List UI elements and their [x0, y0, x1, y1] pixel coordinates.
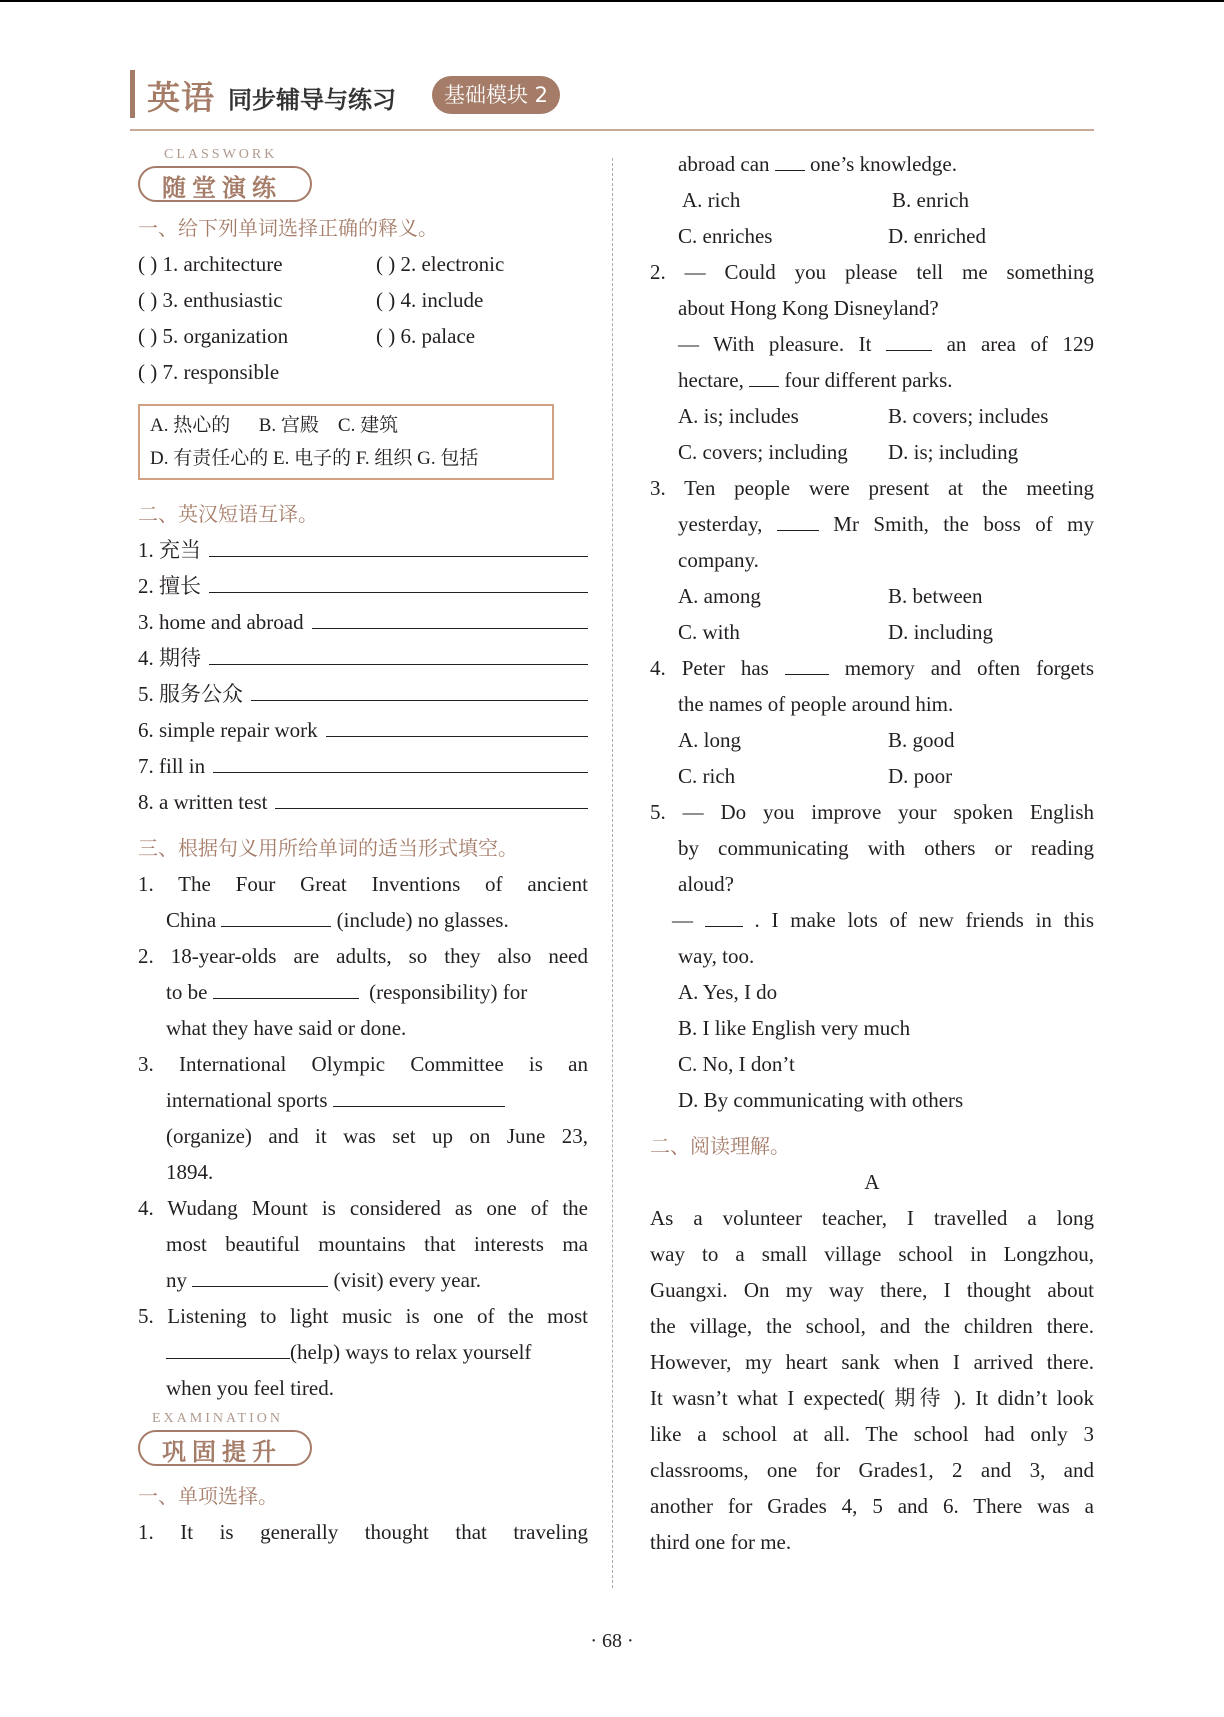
fill-text: (help) ways to relax yourself — [290, 1340, 532, 1364]
choice-text: 4. Peter has — [650, 656, 769, 680]
answer-blank[interactable] — [312, 608, 588, 629]
header-accent-bar — [130, 70, 135, 118]
fill-q4-line — [138, 1262, 588, 1298]
phrase-text: 2. 擅长 — [138, 574, 201, 598]
section-heading-fill: 三、根据句义用所给单词的适当形式填空。 — [138, 836, 518, 860]
fill-q5-line: when you feel tired. — [166, 1376, 334, 1400]
classwork-badge-en: CLASSWORK — [164, 147, 278, 162]
choice-text: an area of 129 — [946, 332, 1095, 356]
choice-options — [650, 578, 1094, 614]
passage-line: way to a small village school in Longzhou, — [650, 1242, 1094, 1266]
phrase-text: 6. simple repair work — [138, 718, 318, 742]
answer-blank[interactable] — [749, 364, 779, 387]
passage-line: Guangxi. On my way there, I thought about — [650, 1278, 1094, 1302]
option[interactable]: B. between — [888, 584, 983, 608]
option[interactable]: D. including — [888, 620, 993, 644]
phrase-item — [138, 604, 588, 640]
fill-text: China — [166, 908, 217, 932]
option[interactable]: A. among — [678, 584, 761, 608]
choice-options — [650, 398, 1094, 434]
choice-text: Mr Smith, the boss of my — [833, 512, 1095, 536]
choice-q1-line: 1. It is generally thought that traveling — [138, 1520, 588, 1544]
fill-q1-line — [138, 902, 588, 938]
phrase-text: 7. fill in — [138, 754, 206, 778]
choice-text: . I make lots of new friends in this — [754, 908, 1095, 932]
classwork-badge — [138, 146, 588, 210]
option[interactable]: B. covers; includes — [888, 404, 1049, 428]
option[interactable]: A. rich — [682, 188, 741, 212]
phrase-item — [138, 748, 588, 784]
passage-line: As a volunteer teacher, I travelled a long — [650, 1206, 1094, 1230]
choice-q4-line: the names of people around him. — [678, 692, 954, 716]
phrase-item — [138, 532, 588, 568]
fill-q3-line — [138, 1082, 588, 1118]
choice-q4-line — [650, 650, 1094, 686]
fill-q2-line: 2. 18-year-olds are adults, so they also need — [138, 944, 588, 968]
option[interactable]: A. is; includes — [678, 404, 799, 428]
option[interactable]: A. Yes, I do — [678, 980, 778, 1004]
option[interactable]: C. No, I don’t — [678, 1052, 795, 1076]
fill-text: (visit) every year. — [333, 1268, 482, 1292]
vocab-item: ( ) 6. palace — [376, 324, 476, 348]
answer-blank[interactable] — [251, 680, 588, 701]
choice-text: yesterday, — [678, 512, 763, 536]
passage-line: another for Grades 4, 5 and 6. There was a — [650, 1494, 1094, 1518]
choice-q2-line: 2. — Could you please tell me something — [650, 260, 1094, 284]
passage-label: A — [864, 1170, 880, 1194]
choice-options — [650, 722, 1094, 758]
phrase-text: 5. 服务公众 — [138, 682, 243, 706]
option[interactable]: C. with — [678, 620, 740, 644]
choice-q3-line: company. — [678, 548, 759, 572]
option[interactable]: D. enriched — [888, 224, 986, 248]
fill-q2-line — [138, 974, 588, 1010]
answer-blank[interactable] — [777, 508, 819, 531]
option[interactable]: B. good — [888, 728, 955, 752]
classwork-badge-cn: 随堂演练 — [162, 174, 282, 202]
answer-blank[interactable] — [209, 536, 588, 557]
option[interactable]: A. long — [678, 728, 741, 752]
choice-text: — With pleasure. It — [678, 332, 872, 356]
fill-text: international sports — [166, 1088, 328, 1112]
answer-blank[interactable] — [166, 1336, 290, 1359]
fill-text: (responsibility) for — [369, 980, 528, 1004]
choice-options — [650, 614, 1094, 650]
choice-text: abroad can — [678, 152, 770, 176]
definition-box — [138, 404, 554, 480]
phrase-text: 1. 充当 — [138, 538, 201, 562]
phrase-item — [138, 568, 588, 604]
vocab-item: ( ) 1. architecture — [138, 252, 283, 276]
fill-q3-line: (organize) and it was set up on June 23, — [166, 1124, 588, 1148]
choice-q3-line — [650, 506, 1094, 542]
fill-text: to be — [166, 980, 208, 1004]
header-title: 同步辅导与练习 — [228, 86, 396, 114]
answer-blank[interactable] — [275, 788, 588, 809]
left-column — [138, 146, 588, 1550]
examination-badge-en: EXAMINATION — [152, 1411, 283, 1426]
answer-blank[interactable] — [705, 904, 743, 927]
fill-q5-line: 5. Listening to light music is one of the most — [138, 1304, 588, 1328]
answer-blank[interactable] — [209, 644, 588, 665]
option[interactable]: C. enriches — [678, 224, 773, 248]
vocab-row — [138, 282, 588, 318]
vocab-row — [138, 318, 588, 354]
option[interactable]: D. poor — [888, 764, 953, 788]
answer-blank[interactable] — [192, 1264, 328, 1287]
choice-q5-line: 5. — Do you improve your spoken English — [650, 800, 1094, 824]
vocab-item: ( ) 4. include — [376, 288, 484, 312]
option[interactable]: D. By communicating with others — [678, 1088, 964, 1112]
phrase-item — [138, 712, 588, 748]
answer-blank[interactable] — [213, 976, 359, 999]
choice-options — [650, 758, 1094, 794]
choice-q3-line: 3. Ten people were present at the meeting — [650, 476, 1094, 500]
section-heading-choice: 一、单项选择。 — [138, 1484, 278, 1508]
phrase-item — [138, 640, 588, 676]
definition-line: D. 有责任心的 E. 电子的 F. 组织 G. 包括 — [150, 448, 479, 469]
phrase-text: 3. home and abroad — [138, 610, 304, 634]
page-number: · 68 · — [590, 1630, 634, 1652]
choice-text: one’s knowledge. — [810, 152, 958, 176]
choice-q2-line: about Hong Kong Disneyland? — [678, 296, 939, 320]
phrase-item — [138, 784, 588, 820]
choice-options — [650, 218, 1094, 254]
fill-q5-line — [138, 1334, 588, 1370]
choice-q1-line — [650, 146, 1094, 182]
answer-blank[interactable] — [333, 1084, 505, 1107]
answer-blank[interactable] — [209, 572, 588, 593]
choice-text: — — [672, 908, 693, 932]
fill-q3-line: 1894. — [166, 1160, 214, 1184]
vocab-item: ( ) 2. electronic — [376, 252, 505, 276]
choice-q5-line: by communicating with others or reading — [678, 836, 1094, 860]
fill-text: ny — [166, 1268, 187, 1292]
choice-q5-line: aloud? — [678, 872, 734, 896]
fill-q4-line: 4. Wudang Mount is considered as one of the — [138, 1196, 588, 1220]
choice-q2-line — [650, 326, 1094, 362]
phrase-item — [138, 676, 588, 712]
column-divider — [612, 158, 613, 1588]
fill-q2-line: what they have said or done. — [166, 1016, 407, 1040]
option[interactable]: C. covers; including — [678, 440, 848, 464]
top-border — [0, 0, 1224, 2]
fill-q4-line: most beautiful mountains that interests ma — [166, 1232, 588, 1256]
answer-blank[interactable] — [785, 652, 829, 675]
choice-options — [650, 434, 1094, 470]
examination-badge-cn: 巩固提升 — [162, 1438, 282, 1466]
examination-badge — [138, 1410, 588, 1474]
header-module-badge: 基础模块 2 — [432, 76, 560, 114]
fill-q3-line: 3. International Olympic Committee is an — [138, 1052, 588, 1076]
passage-line: like a school at all. The school had only 3 — [650, 1422, 1094, 1446]
header-rule — [130, 129, 1094, 131]
answer-blank[interactable] — [213, 752, 588, 773]
choice-q5-line — [650, 902, 1094, 938]
section-heading-vocab: 一、给下列单词选择正确的释义。 — [138, 216, 438, 240]
answer-blank[interactable] — [775, 148, 805, 171]
vocab-row — [138, 354, 588, 390]
phrase-text: 8. a written test — [138, 790, 268, 814]
choice-text: memory and often forgets — [844, 656, 1095, 680]
phrase-text: 4. 期待 — [138, 646, 201, 670]
choice-text: four different parks. — [784, 368, 953, 392]
answer-blank[interactable] — [886, 328, 932, 351]
option[interactable]: D. is; including — [888, 440, 1019, 464]
choice-text: hectare, — [678, 368, 744, 392]
passage-line: third one for me. — [650, 1530, 792, 1554]
vocab-item: ( ) 3. enthusiastic — [138, 288, 283, 312]
vocab-item: ( ) 5. organization — [138, 324, 289, 348]
right-column — [650, 146, 1094, 1560]
passage-line: However, my heart sank when I arrived there. — [650, 1350, 1094, 1374]
definition-line: A. 热心的 B. 宫殿 C. 建筑 — [150, 415, 399, 436]
answer-blank[interactable] — [221, 904, 331, 927]
vocab-row — [138, 246, 588, 282]
choice-options — [650, 182, 1094, 218]
header-subject: 英语 — [147, 78, 215, 117]
passage-line: the village, the school, and the children there. — [650, 1314, 1094, 1338]
passage-line: It wasn’t what I expected( 期待 ). It didn’t look — [650, 1386, 1094, 1410]
vocab-item: ( ) 7. responsible — [138, 360, 280, 384]
answer-blank[interactable] — [326, 716, 588, 737]
choice-q5-line: way, too. — [678, 944, 755, 968]
option[interactable]: B. I like English very much — [678, 1016, 911, 1040]
section-heading-phrases: 二、英汉短语互译。 — [138, 502, 318, 526]
section-heading-reading: 二、阅读理解。 — [650, 1134, 790, 1158]
passage-line: classrooms, one for Grades1, 2 and 3, and — [650, 1458, 1094, 1482]
fill-q1-line: 1. The Four Great Inventions of ancient — [138, 872, 588, 896]
option[interactable]: C. rich — [678, 764, 736, 788]
option[interactable]: B. enrich — [892, 188, 969, 212]
fill-text: (include) no glasses. — [336, 908, 509, 932]
choice-q2-line — [650, 362, 1094, 398]
